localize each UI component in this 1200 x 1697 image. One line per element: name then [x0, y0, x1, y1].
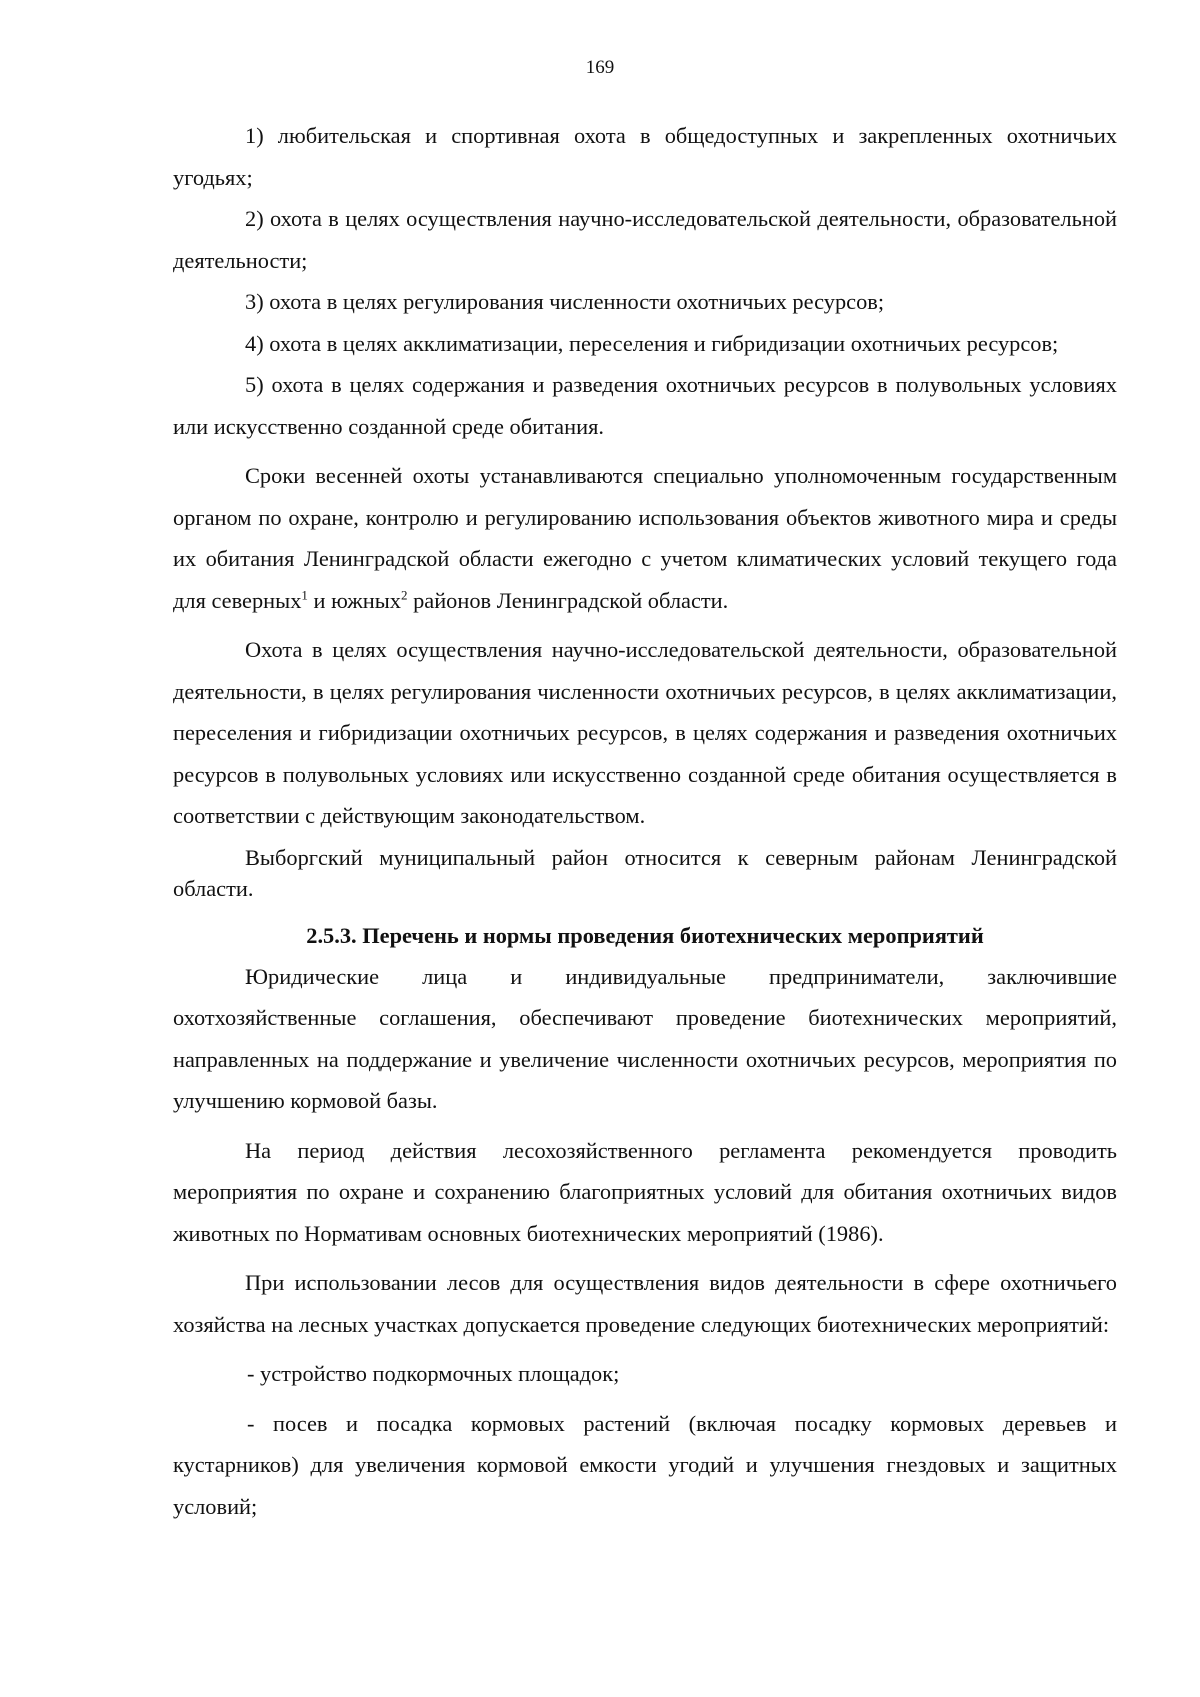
spring-hunt-text-middle: и южных — [307, 587, 401, 613]
list-item-regulation-hunting: 3) охота в целях регулирования численности охотничьих ресурсов; — [245, 289, 885, 314]
spring-hunt-text-after: районов Ленинградской области. — [407, 587, 729, 613]
list-item-acclimatization-hunting: 4) охота в целях акклиматизации, переселения и гибридизации охотничьих ресурсов; — [245, 330, 1059, 356]
list-item-breeding-hunting: 5) охота в целях содержания и разведения охотничьих ресурсов в полувольных условиях или искусственно созданной среде обитания. — [173, 372, 1117, 439]
paragraph-regulation-period: На период действия лесохозяйственного регламента рекомендуется проводить мероприятия по охране и сохранению благоприятных условий для обитания охотничьих видов животных по Нормативам основных биотехнических мероприятий (1986). — [173, 1137, 1117, 1246]
footnote-marker-1: 1 — [301, 587, 308, 603]
paragraph-forest-use: При использовании лесов для осуществления видов деятельности в сфере охотничьего хозяйства на лесных участках допускается проведение следующих биотехнических мероприятий: — [173, 1270, 1117, 1337]
page-content — [173, 115, 1117, 1527]
legislation-paragraph: Охота в целях осуществления научно-исследовательской деятельности, образовательной деятельности, в целях регулирования численности охотничьих ресурсов, в целях акклиматизации, переселения и гибридизации охотничьих ресурсов, в целях содержания и разведения охотничьих ресурсов в полувольных условиях или искусственно созданной среде обитания осуществляется в соответствии с действующим законодательством. — [173, 637, 1117, 828]
measure-feeding-sites: - устройство подкормочных площадок; — [247, 1361, 620, 1386]
footnote-marker-2: 2 — [400, 587, 408, 603]
measure-forage-planting: - посев и посадка кормовых растений (включая посадку кормовых деревьев и кустарников) для увеличения кормовой емкости угодий и улучшения гнездовых и защитных условий; — [173, 1410, 1117, 1519]
spring-hunt-text-before: Сроки весенней охоты устанавливаются специально уполномоченным государственным органом по охране, контролю и регулированию использования объектов животного мира и среды их обитания Ленинградской области ежегодно с учетом климатических условий текущего года для северных — [173, 463, 1117, 613]
list-item-research-hunting: 2) охота в целях осуществления научно-исследовательской деятельности, образовательной деятельности; — [173, 206, 1117, 273]
section-heading: 2.5.3. Перечень и нормы проведения биотехнических мероприятий — [306, 922, 984, 948]
vyborg-district-paragraph: Выборгский муниципальный район относится к северным районам Ленинградской области. — [173, 844, 1117, 901]
spring-hunt-paragraph — [173, 455, 1117, 621]
page-number: 169 — [585, 57, 615, 78]
list-item-amateur-hunting: 1) любительская и спортивная охота в общедоступных и закрепленных охотничьих угодьях; — [173, 123, 1117, 190]
paragraph-legal-entities: Юридические лица и индивидуальные предприниматели, заключившие охотхозяйственные соглашения, обеспечивают проведение биотехнических мероприятий, направленных на поддержание и увеличение численности охотничьих ресурсов, мероприятия по улучшению кормовой базы. — [173, 963, 1117, 1113]
